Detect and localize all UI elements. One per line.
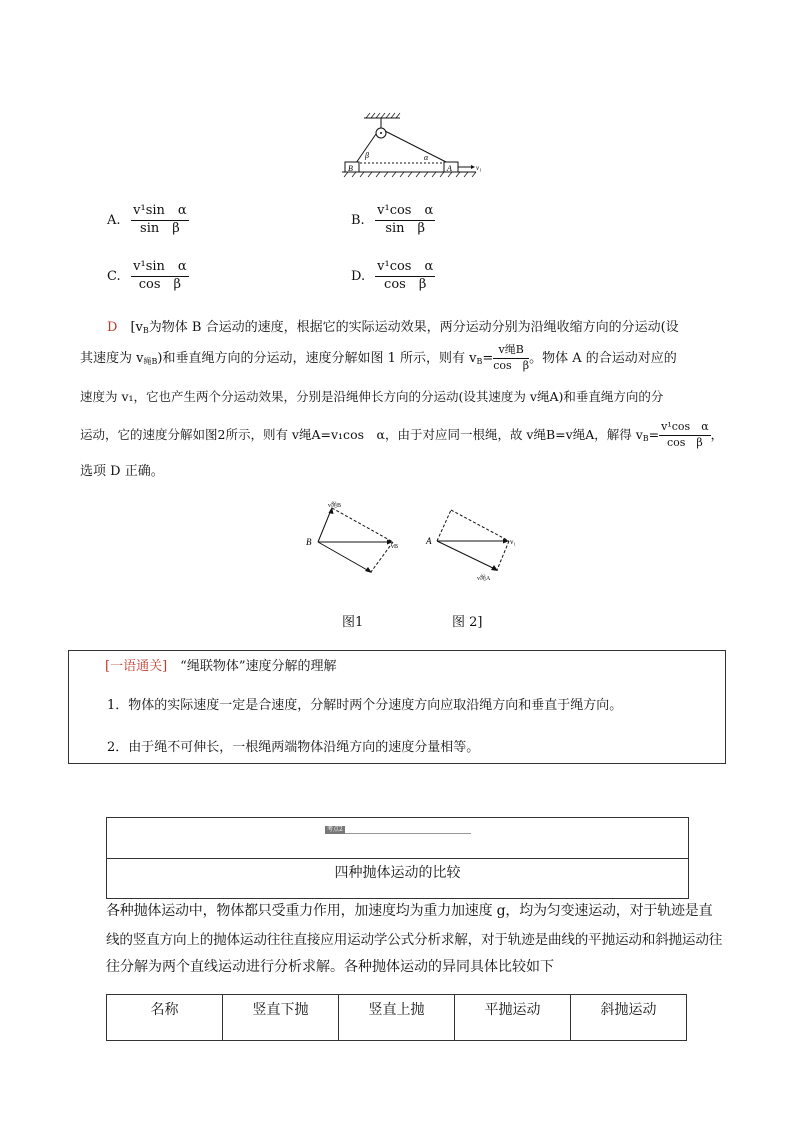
option-a [107, 204, 189, 237]
option-den: sin β [385, 220, 426, 236]
summary-tag: [一语通关] [105, 659, 168, 674]
fig1-label-vrope: v绳B [328, 503, 342, 509]
fig2-label-vrope: v绳A [477, 576, 491, 582]
option-letter: C. [107, 268, 121, 284]
option-letter: D. [351, 268, 366, 284]
comparison-table [106, 994, 687, 1041]
label-beta: β [365, 151, 369, 160]
answer-letter: D [107, 320, 118, 335]
answer-line-2: 其速度为 $v_{绳B}$)和垂直绳方向的分运动，速度分解如图 1 所示，则有 $v_B=$ $\frac{\text{v绳B}}{\text{cos β}}$ 。物体 A 的合运动对应的 [80, 343, 677, 372]
option-letter: A. [107, 212, 121, 228]
answer-line-4: 运动，它的速度分解如图2所示，则有 v绳A=v₁cos α，由于对应同一根绳，故 v绳B=v绳A，解得 $v_B=$ $\frac{\text{v¹cos α}}{\text{cos β}}$ ， [80, 420, 724, 449]
table-header-cell: 斜抛运动 [571, 995, 687, 1041]
body-line-3: 往分解为两个直线运动进行分析求解。各种抛体运动的异同具体比较如下 [106, 959, 554, 975]
fig2-label-a: A [426, 536, 432, 546]
table-header-row [107, 995, 687, 1041]
label-b: B [348, 164, 353, 173]
option-den: cos β [138, 276, 182, 292]
answer-line-1: D [$v_B$为物体 B 合运动的速度，根据它的实际运动效果，两分运动分别为沿绳收缩方向的分运动(设 [107, 320, 679, 335]
section-header-box [106, 817, 689, 899]
section-badge: 考点2 [327, 826, 343, 833]
option-d [351, 260, 435, 293]
answer-line-5: 选项 D 正确。 [80, 464, 164, 479]
pulley-figure [338, 112, 488, 178]
section-title: 四种抛体运动的比较 [334, 865, 461, 881]
option-den: cos β [384, 276, 427, 292]
option-c [107, 260, 189, 293]
label-v1: v₁ [476, 164, 482, 172]
option-letter: B. [351, 212, 365, 228]
option-b [351, 204, 435, 237]
option-num: v¹sin α [131, 260, 189, 277]
body-line-2: 线的竖直方向上的抛体运动往往直接应用运动学公式分析求解，对于轨迹是曲线的平抛运动和斜抛运动往 [106, 932, 723, 948]
option-num: v¹cos α [375, 204, 435, 221]
label-alpha: α [424, 153, 429, 162]
figure-1-caption: 图1 [342, 615, 364, 630]
answer-line-3: 速度为 v₁，它也产生两个分运动效果，分别是沿绳伸长方向的分运动(设其速度为 v绳A)和垂直绳方向的分 [80, 389, 664, 404]
figure-2 [425, 504, 525, 584]
option-den: sin β [140, 220, 180, 236]
summary-point-2: 2．由于绳不可伸长，一根绳两端物体沿绳方向的速度分量相等。 [107, 740, 480, 755]
table-header-cell: 名称 [107, 995, 223, 1041]
label-a: A [447, 164, 452, 173]
summary-box [68, 650, 726, 764]
table-header-cell: 竖直下抛 [223, 995, 339, 1041]
summary-title: “绳联物体”速度分解的理解 [180, 659, 337, 674]
table-header-cell: 平抛运动 [455, 995, 571, 1041]
fig2-label-v1: v₁ [510, 538, 516, 546]
table-header-cell: 竖直上抛 [339, 995, 455, 1041]
option-num: v¹sin α [131, 204, 189, 221]
figure-1 [305, 498, 410, 580]
fig1-label-vb: vB [391, 544, 399, 550]
summary-point-1: 1．物体的实际速度一定是合速度，分解时两个分速度方向应取沿绳方向和垂直于绳方向。 [107, 698, 623, 713]
fig1-label-b: B [306, 537, 312, 547]
option-num: v¹cos α [375, 260, 435, 277]
figure-2-caption: 图 2] [452, 615, 483, 630]
body-line-1: 各种抛体运动中，物体都只受重力作用，加速度均为重力加速度 g，均为匀变速运动，对于轨迹是直 [106, 903, 713, 919]
